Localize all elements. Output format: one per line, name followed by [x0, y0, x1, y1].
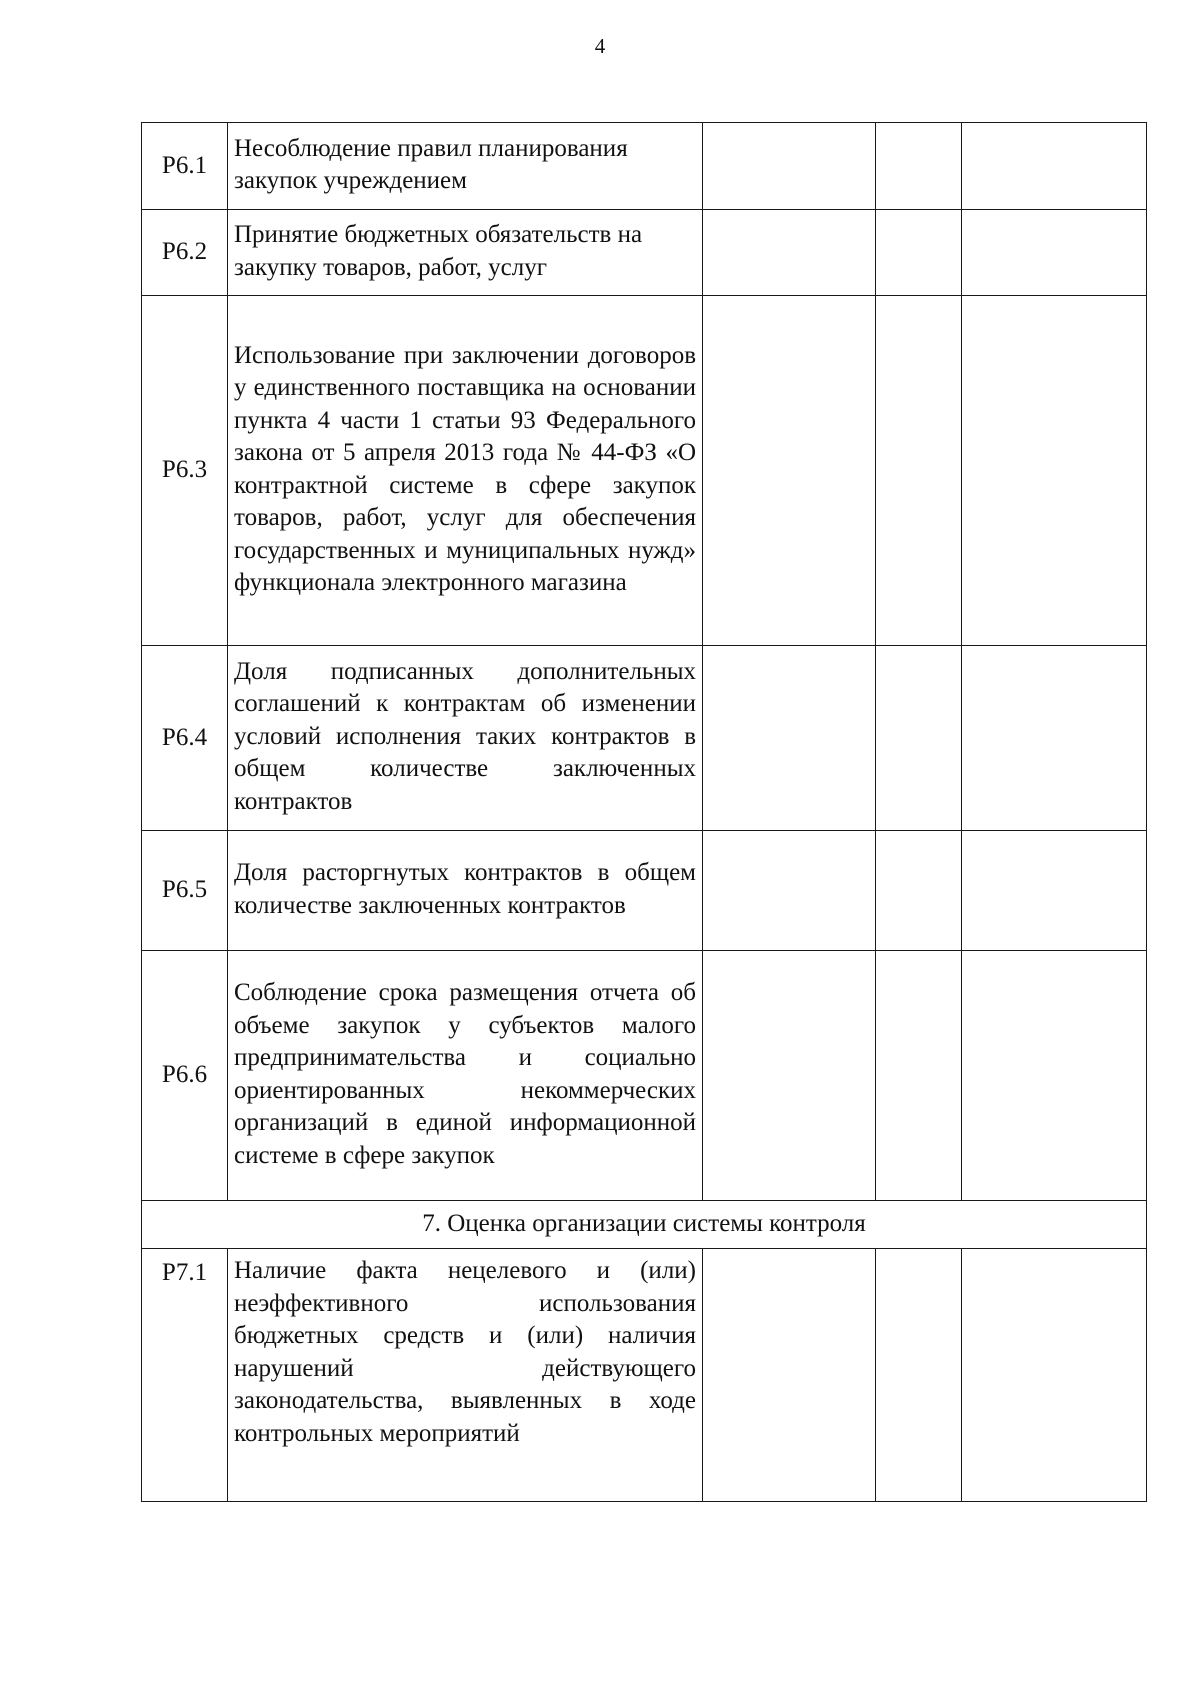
value-cell — [876, 210, 962, 296]
indicator-table — [141, 122, 1147, 1502]
value-cell — [703, 296, 876, 646]
value-cell — [703, 646, 876, 831]
indicator-code: Р6.6 — [142, 951, 228, 1201]
indicator-code: Р7.1 — [142, 1249, 228, 1502]
value-cell — [703, 831, 876, 951]
indicator-description: Соблюдение срока размещения отчета об объеме закупок у субъектов малого предпринимательства и социально ориентированных некоммерческих организаций в единой информационной системе в сфере закупок — [228, 951, 703, 1201]
indicator-code: Р6.5 — [142, 831, 228, 951]
table-row — [142, 646, 1147, 831]
indicator-description: Доля расторгнутых контрактов в общем количестве заключенных контрактов — [228, 831, 703, 951]
value-cell — [703, 123, 876, 210]
indicator-code: Р6.1 — [142, 123, 228, 210]
value-cell — [962, 296, 1147, 646]
table-row — [142, 831, 1147, 951]
value-cell — [962, 951, 1147, 1201]
indicator-description: Несоблюдение правил планирования закупок учреждением — [228, 123, 703, 210]
table-row — [142, 210, 1147, 296]
table-row — [142, 1249, 1147, 1502]
table-row — [142, 296, 1147, 646]
value-cell — [962, 831, 1147, 951]
indicator-description: Принятие бюджетных обязательств на закупку товаров, работ, услуг — [228, 210, 703, 296]
value-cell — [876, 1249, 962, 1502]
section-title: 7. Оценка организации системы контроля — [142, 1201, 1147, 1249]
indicator-code: Р6.3 — [142, 296, 228, 646]
value-cell — [703, 951, 876, 1201]
indicator-code: Р6.2 — [142, 210, 228, 296]
table-row — [142, 951, 1147, 1201]
indicator-description: Доля подписанных дополнительных соглашений к контрактам об изменении условий исполнения таких контрактов в общем количестве заключенных контрактов — [228, 646, 703, 831]
value-cell — [703, 210, 876, 296]
value-cell — [962, 210, 1147, 296]
value-cell — [876, 123, 962, 210]
section-row — [142, 1201, 1147, 1249]
indicator-description: Использование при заключении договоров у единственного поставщика на основании пункта 4 части 1 статьи 93 Федерального закона от 5 апреля 2013 года № 44-ФЗ «О контрактной системе в сфере закупок товаров, работ, услуг для обеспечения государственных и муниципальных нужд» функционала электронного магазина — [228, 296, 703, 646]
value-cell — [876, 296, 962, 646]
value-cell — [876, 831, 962, 951]
value-cell — [962, 646, 1147, 831]
value-cell — [876, 646, 962, 831]
value-cell — [962, 123, 1147, 210]
indicator-description: Наличие факта нецелевого и (или) неэффективного использования бюджетных средств и (или) наличия нарушений действующего законодательства, выявленных в ходе контрольных мероприятий — [228, 1249, 703, 1502]
page-number: 4 — [594, 34, 606, 58]
value-cell — [962, 1249, 1147, 1502]
value-cell — [703, 1249, 876, 1502]
value-cell — [876, 951, 962, 1201]
indicator-code: Р6.4 — [142, 646, 228, 831]
table-row — [142, 123, 1147, 210]
